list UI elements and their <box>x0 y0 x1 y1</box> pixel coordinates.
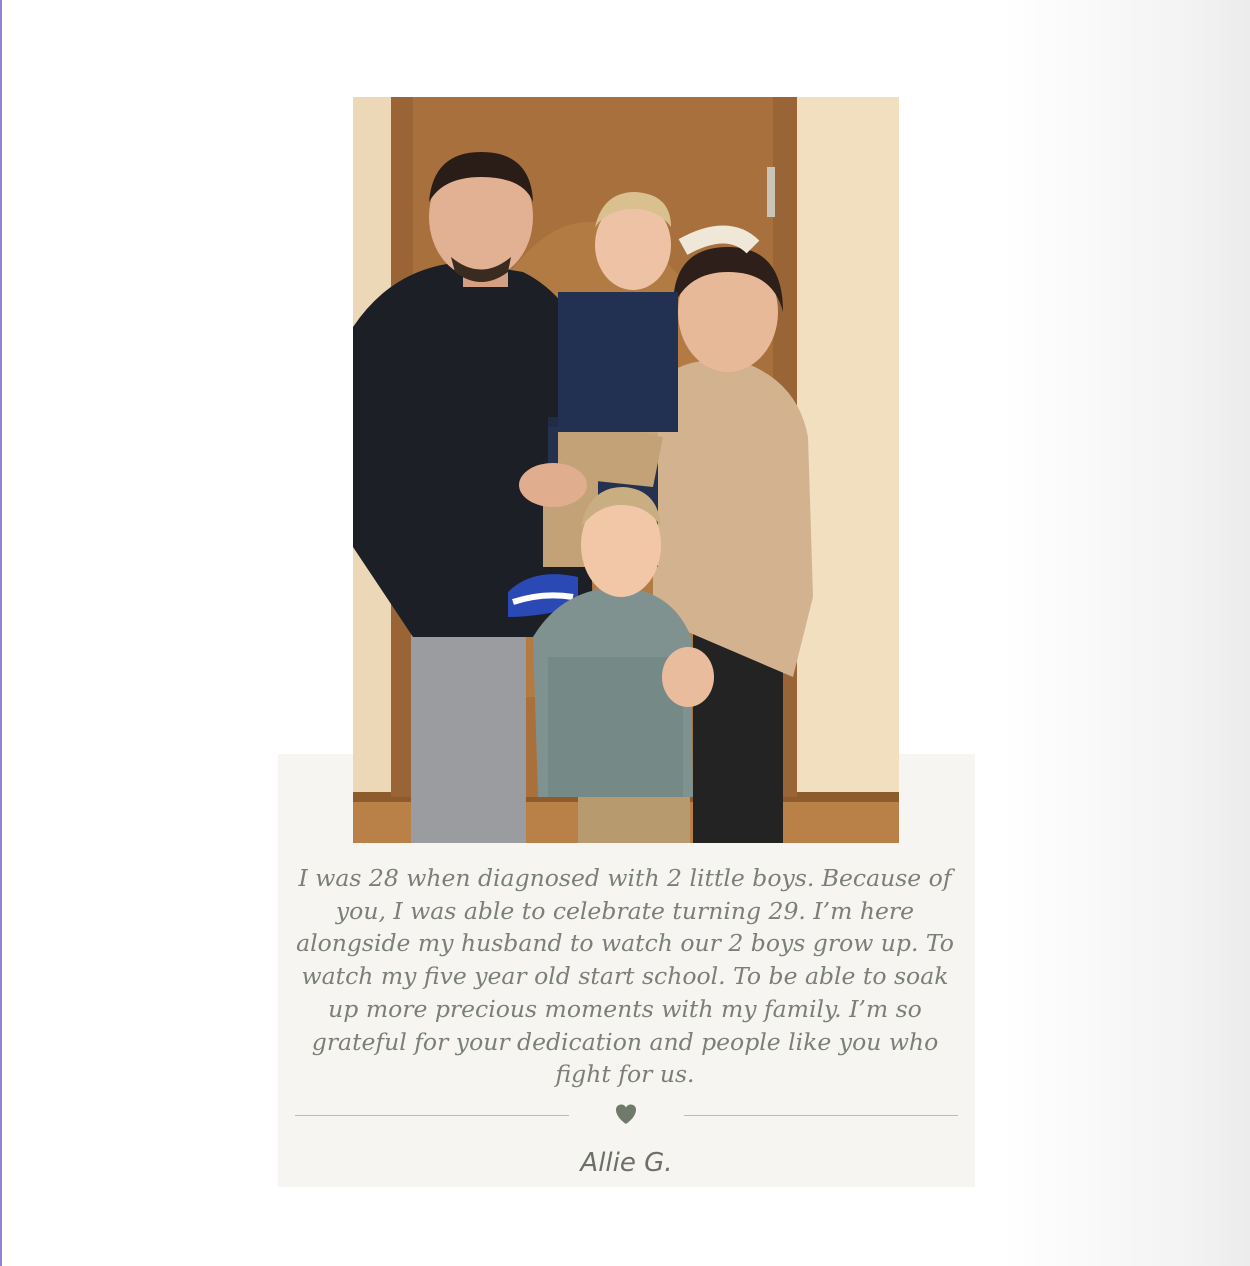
testimonial-author: Allie G. <box>580 1148 673 1178</box>
page-left-border <box>0 0 2 1266</box>
heart-icon <box>611 1101 641 1127</box>
divider-right <box>684 1115 958 1116</box>
testimonial-quote: I was 28 when diagnosed with 2 little boys. Because of you, I was able to celebrate turning 29. I’m here alongside my husband to watch our 2 boys grow up. To watch my five year old start school. To be able to soak up more precious moments with my family. I’m so grateful for your dedication and people like you who fight for us. <box>296 864 954 1089</box>
family-photo <box>353 97 899 843</box>
divider-left <box>295 1115 569 1116</box>
